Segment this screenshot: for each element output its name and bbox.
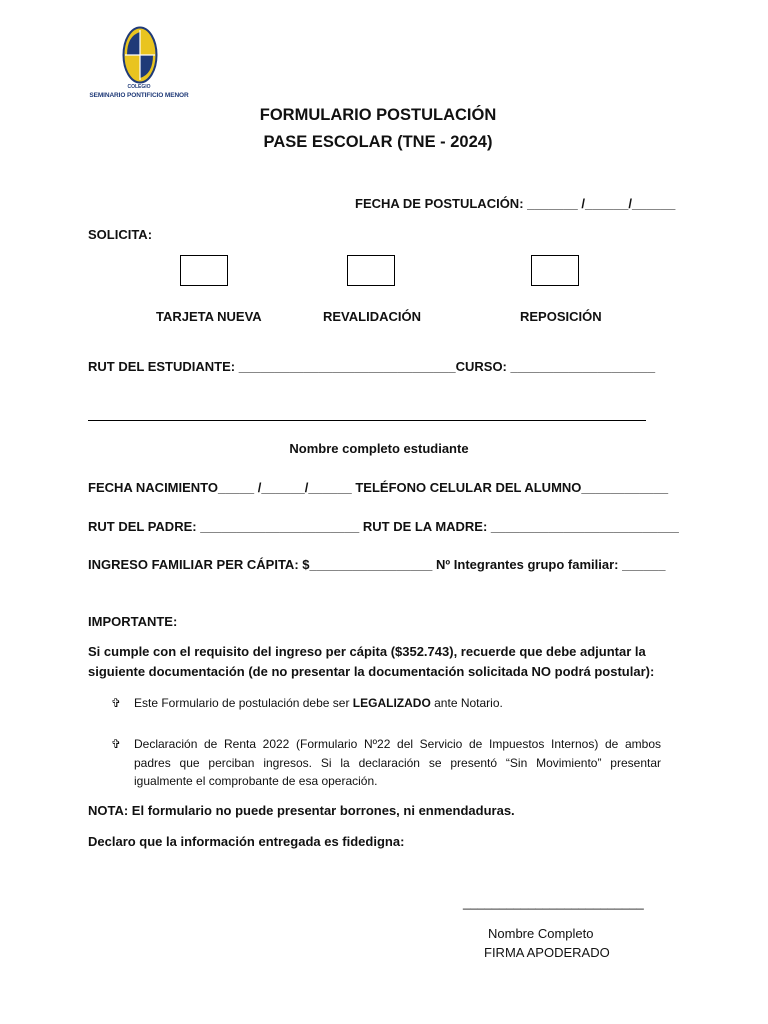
bullet-legalizado bbox=[134, 694, 661, 713]
fecha-postulacion-field[interactable]: FECHA DE POSTULACIÓN: _______ /______/______ bbox=[355, 196, 676, 211]
nota-text: NOTA: El formulario no puede presentar borrones, ni enmendaduras. bbox=[88, 803, 515, 818]
nombre-estudiante-line[interactable] bbox=[88, 420, 646, 421]
bullet-legalizado-text-end: ante Notario. bbox=[430, 696, 503, 710]
cross-bullet-icon: ✞ bbox=[111, 696, 122, 710]
declaro-text: Declaro que la información entregada es fidedigna: bbox=[88, 834, 405, 849]
form-title: FORMULARIO POSTULACIÓN bbox=[259, 106, 497, 124]
logo-school-name: SEMINARIO PONTIFICIO MENOR bbox=[89, 92, 189, 99]
form-subtitle: PASE ESCOLAR (TNE - 2024) bbox=[263, 133, 493, 151]
bullet-legalizado-text: Este Formulario de postulación debe ser bbox=[134, 696, 353, 710]
ingreso-familiar-field[interactable]: INGRESO FAMILIAR PER CÁPITA: $_________________ Nº Integrantes grupo familiar: ______ bbox=[88, 557, 666, 572]
option-tarjeta-nueva: TARJETA NUEVA bbox=[156, 309, 262, 324]
logo-school-type: COLEGIO bbox=[127, 84, 151, 90]
importante-label: IMPORTANTE: bbox=[88, 614, 178, 629]
fecha-nacimiento-field[interactable]: FECHA NACIMIENTO_____ /______/______ TELÉFONO CELULAR DEL ALUMNO____________ bbox=[88, 480, 669, 495]
firma-line[interactable]: _________________________ bbox=[463, 895, 644, 910]
option-revalidacion: REVALIDACIÓN bbox=[323, 309, 421, 324]
checkbox-revalidacion[interactable] bbox=[347, 255, 395, 286]
cross-bullet-icon: ✞ bbox=[111, 737, 122, 751]
rut-estudiante-field[interactable]: RUT DEL ESTUDIANTE: ______________________________CURSO: ____________________ bbox=[88, 359, 656, 374]
option-reposicion: REPOSICIÓN bbox=[520, 309, 602, 324]
school-crest-icon bbox=[122, 26, 158, 84]
rut-padres-field[interactable]: RUT DEL PADRE: ______________________ RUT DE LA MADRE: __________________________ bbox=[88, 519, 679, 534]
importante-paragraph: Si cumple con el requisito del ingreso per cápita ($352.743), recuerde que debe adjuntar la siguiente documentación (de no presentar la documentación solicitada NO podrá postular): bbox=[88, 644, 655, 679]
firma-nombre-label: Nombre Completo bbox=[488, 926, 594, 941]
checkbox-reposicion[interactable] bbox=[531, 255, 579, 286]
firma-apoderado-label: FIRMA APODERADO bbox=[484, 945, 610, 960]
bullet-declaracion-renta: Declaración de Renta 2022 (Formulario Nº22 del Servicio de Impuestos Internos) de ambos padres que perciban ingresos. Si la declaración se presentó “Sin Movimiento” presentar igualmente el comprobante de esa operación. bbox=[134, 737, 661, 788]
solicita-label: SOLICITA: bbox=[88, 227, 153, 242]
nombre-estudiante-label: Nombre completo estudiante bbox=[289, 441, 469, 456]
checkbox-tarjeta-nueva[interactable] bbox=[180, 255, 228, 286]
bullet-legalizado-bold: LEGALIZADO bbox=[352, 696, 431, 710]
